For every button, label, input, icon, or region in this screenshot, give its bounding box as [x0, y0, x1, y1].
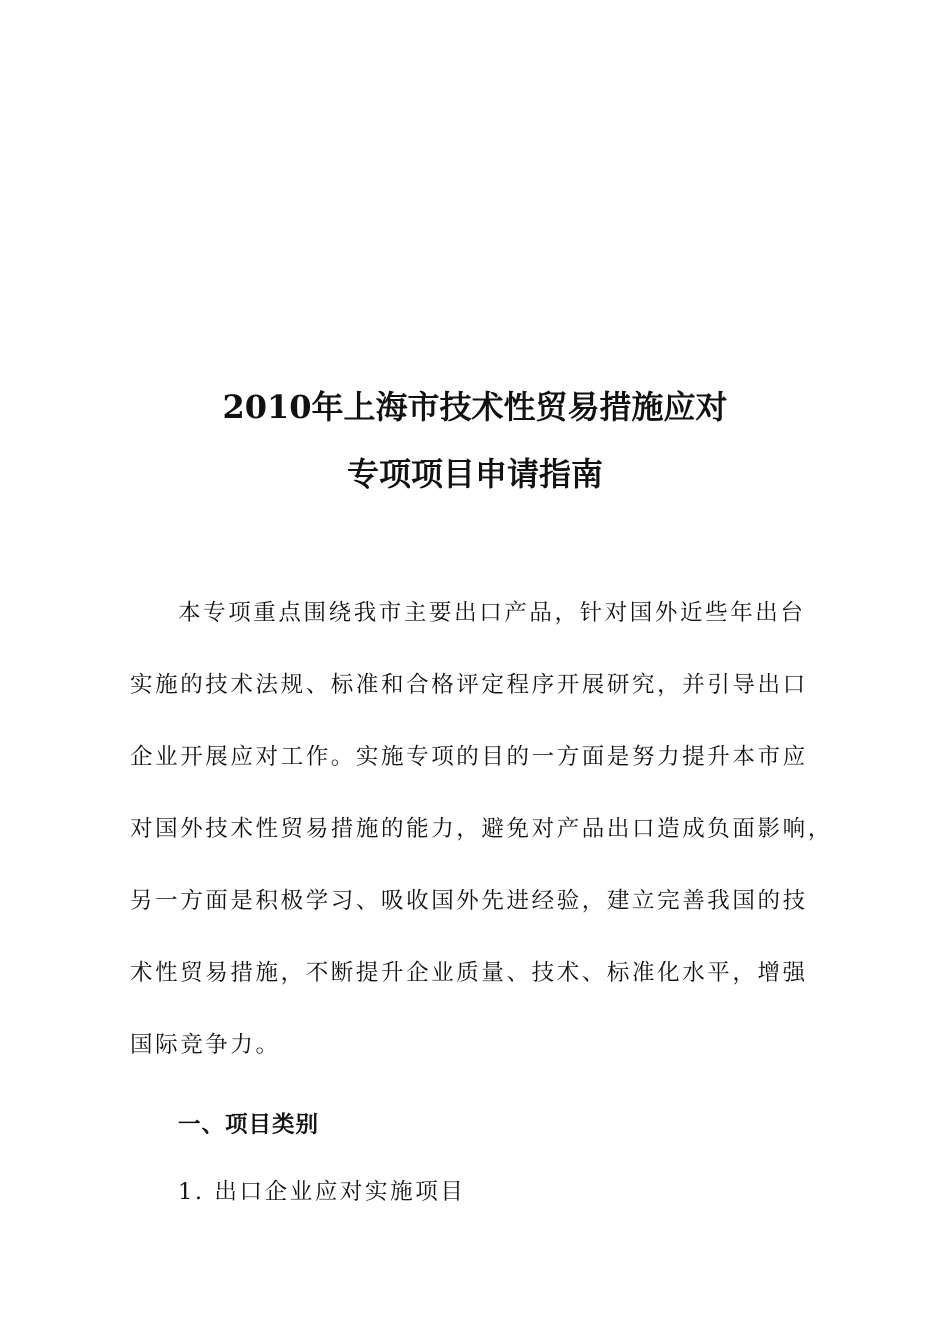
intro-line-1: 本专项重点围绕我市主要出口产品，针对国外近些年出台 — [178, 600, 806, 626]
intro-line-5: 另一方面是积极学习、吸收国外先进经验，建立完善我国的技 — [130, 888, 808, 914]
intro-line-4: 对国外技术性贸易措施的能力，避免对产品出口造成负面影响， — [130, 816, 833, 842]
section-heading: 一、项目类别 — [178, 1112, 320, 1138]
document-title-line-2: 专项项目申请指南 — [346, 455, 603, 493]
intro-line-6: 术性贸易措施，不断提升企业质量、技术、标准化水平，增强 — [130, 960, 808, 986]
intro-line-3: 企业开展应对工作。实施专项的目的一方面是努力提升本市应 — [130, 744, 808, 770]
intro-paragraph — [130, 577, 833, 1081]
intro-line-2: 实施的技术法规、标准和合格评定程序开展研究，并引导出口 — [130, 672, 808, 698]
document-title-line-1: 2010年上海市技术性贸易措施应对 — [222, 388, 728, 426]
intro-line-7: 国际竞争力。 — [130, 1032, 281, 1058]
list-item: 1. 出口企业应对实施项目 — [178, 1179, 466, 1205]
